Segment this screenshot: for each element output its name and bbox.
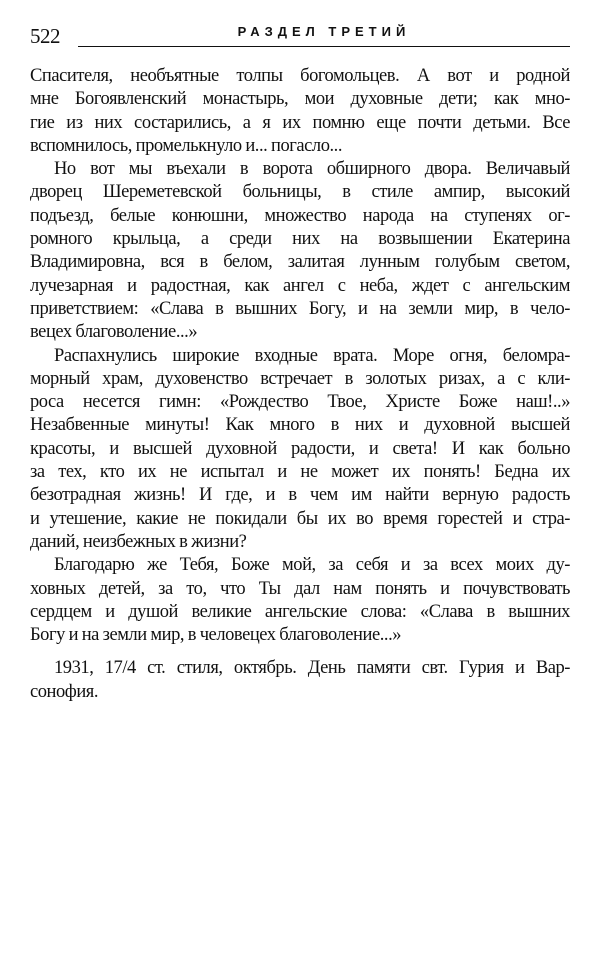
- text-line: мне Богоявленский монастырь, мои духовные дети; как мно-: [30, 89, 570, 110]
- text-line: роса несется гимн: «Рождество Твое, Христе Боже наш!..»: [30, 392, 570, 413]
- text-line: 1931, 17/4 ст. стиля, октябрь. День памяти свт. Гурия и Вар-: [54, 658, 570, 679]
- text-line: за тех, кто их не испытал и не может их понять! Бедна их: [30, 462, 570, 483]
- date-note: [30, 657, 570, 704]
- text-line: Богу и на земли мир, в человецех благоволение...»: [30, 625, 402, 646]
- text-line: Благодарю же Тебя, Боже мой, за себя и за всех моих ду-: [54, 555, 570, 576]
- text-line: и утешение, какие не покидали бы их во время горестей и стра-: [30, 508, 570, 529]
- text-line: ромного крыльца, а среди них на возвышении Екатерина: [30, 229, 570, 250]
- text-line: красоты, и высшей духовной радости, и света! И как больно: [30, 438, 570, 459]
- text-line: морный храм, духовенство встречает в золотых ризах, а с кли-: [30, 368, 570, 389]
- text-line: сердцем и душой великие ангельские слова: «Слава в вышних: [30, 601, 570, 622]
- text-line: Распахнулись широкие входные врата. Море огня, беломра-: [54, 345, 570, 366]
- text-line: Незабвенные минуты! Как много в них и духовной высшей: [30, 415, 570, 436]
- running-title: РАЗДЕЛ ТРЕТИЙ: [237, 24, 411, 39]
- section-gap: [30, 647, 570, 657]
- text-line: ховных детей, за то, что Ты дал нам понять и почувствовать: [30, 578, 570, 599]
- text-line: вецех благоволение...»: [30, 322, 198, 343]
- page-number: 522: [30, 24, 60, 48]
- page-header: [30, 24, 570, 50]
- paragraph: [30, 65, 570, 158]
- text-line: гие из них состарились, а я их помню еще почти детьми. Все: [30, 112, 570, 133]
- text-line: даний, неизбежных в жизни?: [30, 531, 247, 552]
- paragraph: [30, 345, 570, 555]
- text-line: вспомнилось, промелькнуло и... погасло...: [30, 135, 343, 156]
- text-line: дворец Шереметевской больницы, в стиле ампир, высокий: [30, 182, 570, 203]
- text-line: Спасителя, необъятные толпы богомольцев. А вот и родной: [30, 66, 570, 86]
- text-line: подъезд, белые конюшни, множество народа на ступенях ог-: [30, 205, 570, 226]
- text-line: сонофия.: [30, 681, 99, 702]
- header-rule: [78, 46, 570, 47]
- paragraph: [30, 158, 570, 344]
- page-body: [30, 65, 570, 704]
- text-line: Но вот мы въехали в ворота обширного двора. Величавый: [54, 159, 570, 180]
- text-line: Владимировна, вся в белом, залитая лунным голубым светом,: [30, 252, 570, 273]
- paragraph: [30, 554, 570, 647]
- text-line: безотрадная жизнь! И где, и в чем им найти верную радость: [30, 485, 570, 506]
- text-line: лучезарная и радостная, как ангел с неба, ждет с ангельским: [30, 275, 570, 296]
- text-line: приветствием: «Слава в вышних Богу, и на земли мир, в чело-: [30, 298, 570, 319]
